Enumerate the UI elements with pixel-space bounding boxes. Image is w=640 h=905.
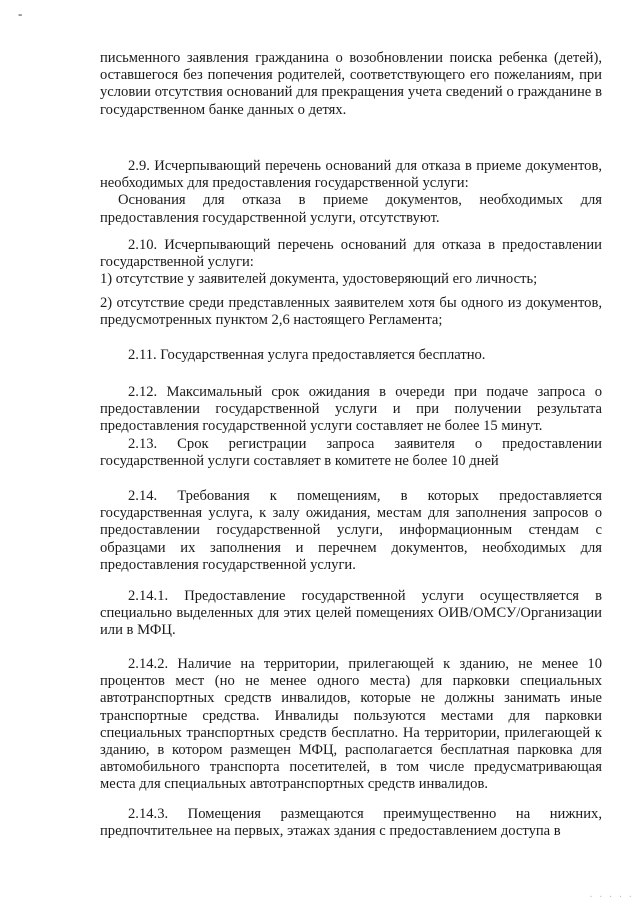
paragraph-2-14 xyxy=(100,488,602,574)
corner-mark: - xyxy=(18,6,23,21)
paragraph-2-11 xyxy=(100,347,602,364)
list-item: 1) отсутствие у заявителей документа, удостоверяющий его личность; xyxy=(100,271,538,288)
paragraph-intro xyxy=(100,50,602,119)
paragraph-text: 2.9. Исчерпывающий перечень оснований для отказа в приеме документов, необходимых для предоставления государственной услуги: xyxy=(100,158,602,192)
paragraph-text: 2.10. Исчерпывающий перечень оснований для отказа в предоставлении государственной услуги: xyxy=(100,237,602,271)
paragraph-text: 2.12. Максимальный срок ожидания в очереди при подаче запроса о предоставлении государственной услуги и при получении результата предоставления государственной услуги составляет не более 15 минут. xyxy=(100,384,602,435)
paragraph-text: 2.13. Срок регистрации запроса заявителя о предоставлении государственной услуги составляет в комитете не более 10 дней xyxy=(100,435,602,469)
paragraph-2-9 xyxy=(100,158,602,227)
paragraph-text: 2.14. Требования к помещениям, в которых предоставляется государственная услуга, к залу ожидания, местам для заполнения запросов о предоставлении государственной услуги, информационным стендам с образцами их заполнения и перечнем документов, необходимых для предоставления государственной услуги. xyxy=(100,488,602,573)
list-item: 2) отсутствие среди представленных заявителем хотя бы одного из документов, предусмотренных пунктом 2,6 настоящего Регламента; xyxy=(100,294,602,328)
paragraph-2-10 xyxy=(100,237,602,329)
paragraph-2-14-1 xyxy=(100,588,602,640)
paragraph-text: 2.14.2. Наличие на территории, прилегающей к зданию, не менее 10 процентов мест (но не менее одного места) для парковки специальных автотранспортных средств инвалидов, которые не должны занимать иные транспортные средства. Инвалиды пользуются местами для парковки специальных транспортных средств бесплатно. На территории, прилегающей к зданию, в котором размещен МФЦ, располагается бесплатная парковка для автомобильного транспорта посетителей, в том числе предусматривающая места для специальных автотранспортных средств инвалидов. xyxy=(100,656,602,793)
paragraph-text: 2.14.3. Помещения размещаются преимущественно на нижних, предпочтительнее на первых, этажах здания с предоставлением доступа в xyxy=(100,806,602,840)
scan-artifact: · · · · · xyxy=(589,892,634,903)
paragraph-text: 2.14.1. Предоставление государственной услуги осуществляется в специально выделенных для этих целей помещениях ОИВ/ОМСУ/Организации или в МФЦ. xyxy=(100,588,602,639)
paragraph-text: Основания для отказа в приеме документов, необходимых для предоставления государственной услуги, отсутствуют. xyxy=(100,192,602,226)
paragraph-text: письменного заявления гражданина о возобновлении поиска ребенка (детей), оставшегося без попечения родителей, соответствующего его пожеланиям, при условии отсутствия оснований для прекращения учета сведений о гражданине в государственном банке данных о детях. xyxy=(100,50,602,118)
paragraph-text: 2.11. Государственная услуга предоставляется бесплатно. xyxy=(128,347,486,363)
paragraph-2-12 xyxy=(100,384,602,470)
paragraph-2-14-2 xyxy=(100,656,602,794)
paragraph-2-14-3 xyxy=(100,806,602,840)
